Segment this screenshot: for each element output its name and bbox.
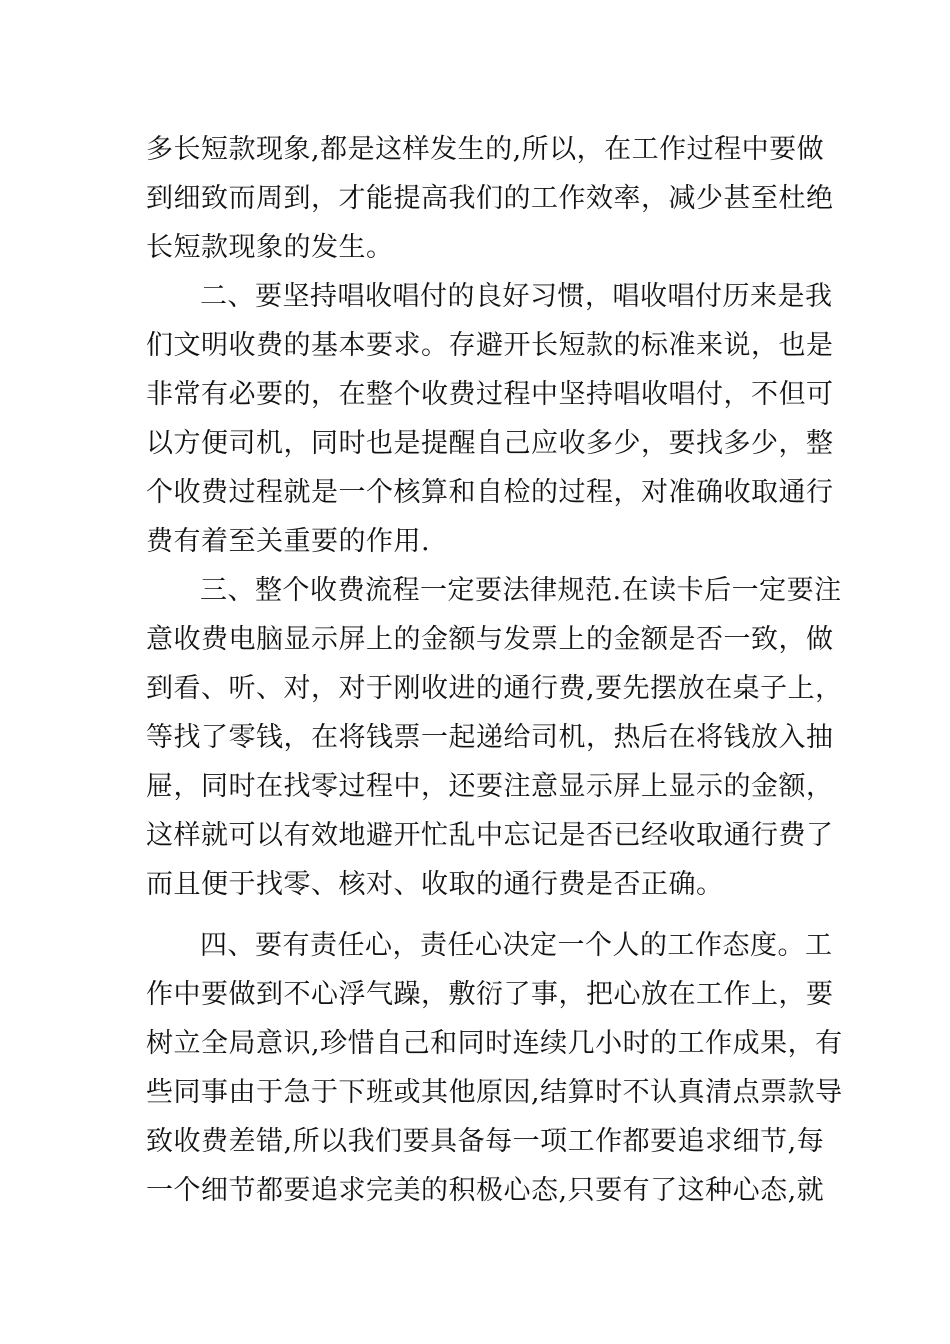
text-line: 而且便于找零、核对、收取的通行费是否正确。 (146, 869, 724, 900)
text-line: 些同事由于急于下班或其他原因,结算时不认真清点票款导 (146, 1077, 843, 1108)
text-line: 作中要做到不心浮气躁，敷衍了事，把心放在工作上，要 (146, 979, 834, 1010)
text-line: 等找了零钱，在将钱票一起递给司机，热后在将钱放入抽 (146, 722, 834, 753)
text-line: 们文明收费的基本要求。存避开长短款的标准来说，也是 (146, 330, 834, 361)
text-line: 到看、听、对，对于刚收进的通行费,要先摆放在桌子上， (146, 673, 843, 704)
text-line: 非常有必要的，在整个收费过程中坚持唱收唱付，不但可 (146, 379, 834, 410)
text-line: 费有着至关重要的作用. (146, 526, 431, 557)
text-line: 多长短款现象,都是这样发生的,所以，在工作过程中要做 (146, 134, 825, 165)
text-line: 意收费电脑显示屏上的金额与发票上的金额是否一致，做 (146, 624, 834, 655)
text-line: 个收费过程就是一个核算和自检的过程，对准确收取通行 (146, 477, 834, 508)
text-line: 屉，同时在找零过程中，还要注意显示屏上显示的金额， (146, 771, 834, 802)
text-line: 长短款现象的发生。 (146, 232, 394, 263)
text-line: 树立全局意识,珍惜自己和同时连续几小时的工作成果，有 (146, 1028, 843, 1059)
paragraph-start-line: 二、要坚持唱收唱付的良好习惯，唱收唱付历来是我 (200, 281, 833, 312)
text-line: 以方便司机，同时也是提醒自己应收多少，要找多少，整 (146, 428, 834, 459)
text-line: 致收费差错,所以我们要具备每一项工作都要追求细节,每 (146, 1126, 825, 1157)
paragraph-start-line: 四、要有责任心，责任心决定一个人的工作态度。工 (200, 930, 833, 961)
paragraph-start-line: 三、整个收费流程一定要法律规范.在读卡后一定要注 (200, 575, 842, 606)
text-line: 一个细节都要追求完美的积极心态,只要有了这种心态,就 (146, 1175, 825, 1206)
text-line: 到细致而周到，才能提高我们的工作效率，减少甚至杜绝 (146, 183, 834, 214)
text-line: 这样就可以有效地避开忙乱中忘记是否已经收取通行费了 (146, 820, 834, 851)
